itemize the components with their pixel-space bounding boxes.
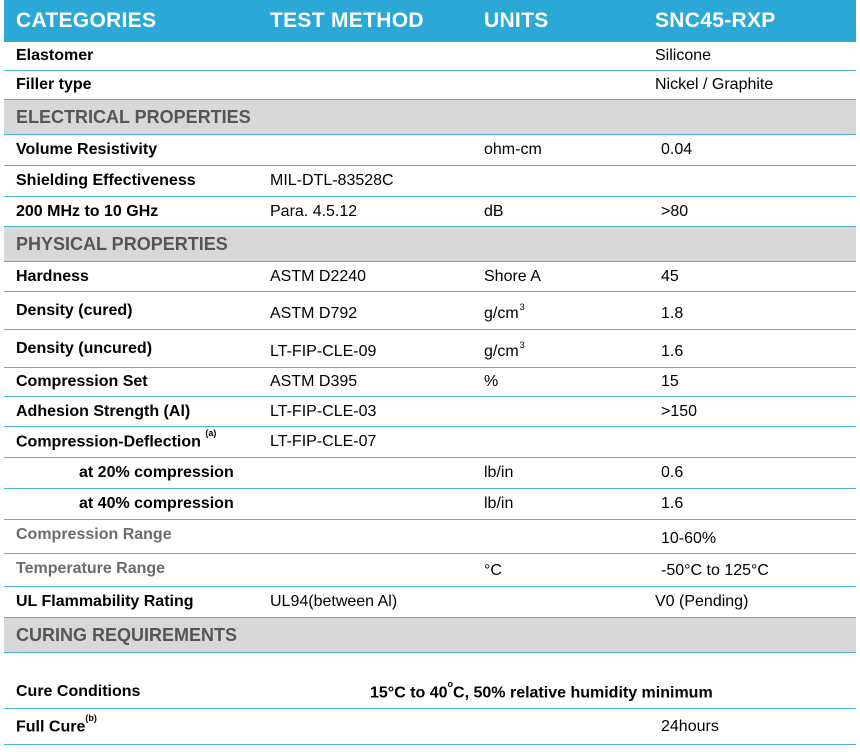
row-label: Adhesion Strength (Al) [16, 402, 191, 420]
table-row-hardness [4, 262, 856, 292]
row-units: °C [484, 562, 502, 579]
table-row-temperature-range [4, 554, 856, 587]
table-row-filler [4, 71, 856, 100]
table-row-volume-resistivity [4, 135, 856, 166]
table-row-adhesion [4, 397, 856, 427]
row-label: at 20% compression [79, 464, 234, 481]
section-title: CURING REQUIREMENTS [16, 624, 238, 645]
row-label: Volume Resistivity [16, 141, 158, 158]
row-method: LT-FIP-CLE-09 [270, 343, 377, 360]
row-method: LT-FIP-CLE-03 [270, 402, 377, 420]
row-units: lb/in [484, 464, 514, 481]
row-label: Elastomer [16, 47, 94, 64]
row-label: 200 MHz to 10 GHz [16, 202, 159, 220]
header-product: SNC45-RXP [655, 9, 776, 32]
row-units: lb/in [484, 495, 514, 512]
section-curing [4, 618, 856, 653]
row-value: 0.04 [661, 141, 693, 158]
row-label: Density (uncured) [16, 339, 153, 357]
row-label: Temperature Range [16, 560, 166, 577]
row-value: Nickel / Graphite [655, 76, 774, 93]
table-row-frequency [4, 197, 856, 227]
row-units: Shore A [484, 267, 541, 285]
row-method: ASTM D395 [270, 373, 358, 390]
row-label: Full Cure$^{(b)}$ [16, 712, 97, 736]
section-title: PHYSICAL PROPERTIES [16, 233, 228, 254]
row-method: UL94(between Al) [270, 593, 398, 610]
header-test-method: TEST METHOD [270, 9, 424, 32]
table-row-ul94 [4, 587, 856, 618]
table-row-at-40 [4, 489, 856, 520]
row-value: 1.6 [661, 343, 684, 360]
table-row-shielding [4, 166, 856, 197]
row-value: >150 [661, 402, 698, 420]
table-row-density-cured [4, 292, 856, 330]
row-value: 0.6 [661, 464, 684, 481]
row-method: Para. 4.5.12 [270, 202, 358, 220]
header-categories: CATEGORIES [16, 9, 157, 32]
row-label: Cure Conditions [16, 683, 141, 700]
table-header [4, 0, 856, 42]
row-method: ASTM D2240 [270, 267, 367, 285]
section-physical [4, 227, 856, 262]
row-value: 45 [661, 267, 679, 285]
cure-conditions-value: 15°C to 40$^o$C, 50% relative humidity minimum [370, 679, 713, 702]
row-label: Filler type [16, 76, 92, 93]
row-value: V0 (Pending) [655, 593, 749, 610]
row-units: $g/cm^3$ [484, 340, 525, 360]
table-row-compression-set [4, 368, 856, 397]
row-units: % [484, 373, 499, 390]
row-value: -50°C to 125°C [661, 562, 769, 579]
row-label: Compression-Deflection $^{(a)}$ [16, 428, 217, 451]
row-units: ohm-cm [484, 141, 542, 158]
table-row-at-20 [4, 458, 856, 489]
table-row-compression-range [4, 520, 856, 554]
row-value: 10-60% [661, 530, 717, 547]
table-row-elastomer [4, 42, 856, 71]
row-value: 1.6 [661, 495, 684, 512]
row-units: dB [484, 202, 504, 220]
row-value: 24hours [661, 717, 719, 735]
row-label: Density (cured) [16, 301, 133, 319]
row-method: MIL-DTL-83528C [270, 172, 394, 189]
row-label: UL Flammability Rating [16, 593, 194, 610]
section-title: ELECTRICAL PROPERTIES [16, 106, 251, 127]
row-label: Compression Set [16, 373, 148, 390]
table-row-density-uncured [4, 330, 856, 368]
header-units: UNITS [484, 9, 549, 32]
row-method: LT-FIP-CLE-07 [270, 433, 377, 450]
row-method: ASTM D792 [270, 305, 358, 322]
section-electrical [4, 100, 856, 135]
row-value: Silicone [655, 47, 712, 64]
row-label: at 40% compression [79, 495, 234, 512]
row-value: >80 [661, 202, 689, 220]
row-label: Shielding Effectiveness [16, 172, 196, 189]
table-row-full-cure [4, 709, 856, 745]
table-row-compression-deflection [4, 427, 856, 458]
row-value: 1.8 [661, 305, 684, 322]
row-value: 15 [661, 373, 679, 390]
row-units: $g/cm^3$ [484, 302, 525, 322]
row-label: Hardness [16, 267, 89, 285]
table-row-cure-conditions [4, 653, 856, 709]
row-label: Compression Range [16, 526, 172, 543]
